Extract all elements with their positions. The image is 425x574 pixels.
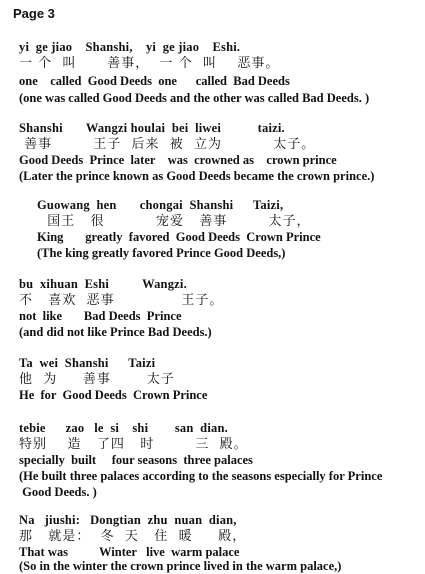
english-line-1: one called Good Deeds one called Bad Deeds [19,74,290,88]
translation-line-3: (The king greatly favored Prince Good Deeds,) [37,246,286,260]
pinyin-line-4: bu xihuan Eshi Wangzi. [19,277,187,291]
pinyin-line-7: Na jiushi: Dongtian zhu nuan dian, [19,513,237,527]
translation-line-7: (So in the winter the crown prince lived in the warm palace,) [19,559,342,573]
pinyin-line-1: yi ge jiao Shanshi, yi ge jiao Eshi. [19,40,241,54]
english-line-2: Good Deeds Prince later was crowned as crown prince [19,153,337,167]
page-label: Page 3 [13,6,55,21]
english-line-5: He for Good Deeds Crown Prince [19,388,208,402]
pinyin-line-2: Shanshi Wangzi houlai bei liwei taizi. [19,121,285,135]
english-line-4: not like Bad Deeds Prince [19,309,182,323]
chinese-line-3: 国王 很 宠爱 善事 太子， [37,214,311,229]
chinese-line-6: 特别 造 了四 时 三 殿。 [19,437,248,452]
translation-line-1: (one was called Good Deeds and the other was called Bad Deeds. ) [19,91,370,105]
pinyin-line-6: tebie zao le si shi san dian. [19,421,228,435]
chinese-line-1: 一 个 叫 善事， 一 个 叫 恶事。 [19,56,280,71]
translation-line-6b: Good Deeds. ) [19,485,97,499]
translation-line-2: (Later the prince known as Good Deeds became the crown prince.) [19,169,375,183]
english-line-3: King greatly favored Good Deeds Crown Prince [37,230,321,244]
chinese-line-5: 他 为 善事 太子 [19,372,175,387]
translation-line-6a: (He built three palaces according to the seasons especially for Prince [19,469,383,483]
translation-line-4: (and did not like Prince Bad Deeds.) [19,325,212,339]
english-line-6: specially built four seasons three palaces [19,453,253,467]
pinyin-line-3: Guowang hen chongai Shanshi Taizi, [37,198,284,212]
chinese-line-7: 那 就是： 冬 天 住 暖 殿， [19,529,247,544]
english-line-7: That was Winter live warm palace [19,545,240,559]
chinese-line-2: 善事 王子 后来 被 立为 太子。 [19,137,316,152]
chinese-line-4: 不 喜欢 恶事 王子。 [19,293,224,308]
pinyin-line-5: Ta wei Shanshi Taizi [19,356,156,370]
